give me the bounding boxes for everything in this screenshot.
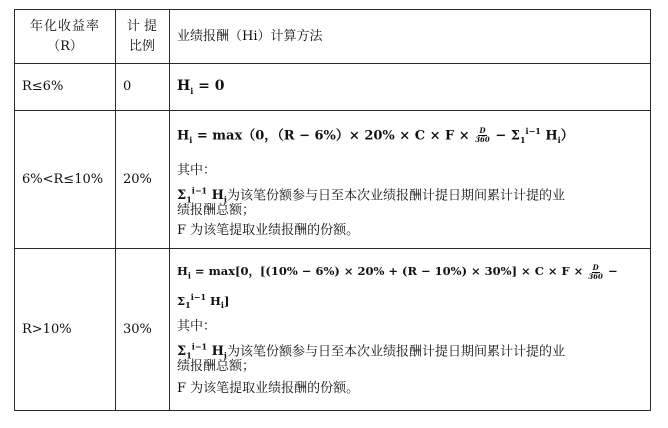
- row2-range-text: 6%<R≤10%: [22, 171, 104, 187]
- row1-range-text: R≤6%: [22, 79, 64, 94]
- row2-note-title: 其中：: [177, 163, 217, 178]
- row3-formula-line2: $\Sigma_1^{i-1}$ $H_i$]: [177, 292, 230, 311]
- performance-fee-table: [14, 9, 651, 411]
- header-annual-return-line1: 年化收益率: [29, 18, 100, 34]
- row3-ratio-text: 30%: [123, 321, 152, 337]
- header-annual-return-line2: （R）: [47, 38, 83, 54]
- row3-note-sum-text: 为该笔份额参与日至本次业绩报酬计提日期间累计计提的业: [226, 344, 565, 360]
- header-ratio-line2: 比例: [128, 38, 155, 54]
- row3-note-sum: $\Sigma_1^{i-1}$ $H_i$为该笔份额参与日至本次业绩报酬计提日期间累计计提的业: [177, 342, 565, 361]
- row1-range: [22, 63, 115, 110]
- row1-formula-text: $H_i = 0$: [177, 77, 225, 96]
- header-annual-return: [15, 10, 115, 63]
- row1-ratio-text: 0: [123, 79, 132, 94]
- header-method-label: 业绩报酬（Hi）计算方法: [177, 28, 323, 44]
- row3-note-f: F 为该笔提取业绩报酬的份额。: [177, 381, 360, 396]
- row2-range: [22, 110, 115, 248]
- row2-note-sum: $\Sigma_1^{i-1}$ $H_i$为该笔份额参与日至本次业绩报酬计提日期间累计计提的业: [177, 186, 565, 205]
- header-ratio-line1: 计 提: [126, 18, 158, 34]
- row3-method: [177, 248, 647, 410]
- row2-method: [177, 110, 647, 248]
- row1-ratio: [123, 63, 169, 110]
- row3-ratio: [123, 248, 169, 410]
- d-over-360-fraction: $\frac{D}{360}$: [588, 262, 603, 281]
- row3-note-title: 其中：: [177, 319, 217, 334]
- row3-range: [22, 248, 115, 410]
- row2-note-sum-cont: 绩报酬总额；: [177, 203, 256, 218]
- row2-note-f: F 为该笔提取业绩报酬的份额。: [177, 223, 360, 238]
- row2-note-sum-text: 为该笔份额参与日至本次业绩报酬计提日期间累计计提的业: [226, 188, 565, 204]
- header-method: [177, 10, 647, 63]
- row1-formula: [177, 63, 647, 110]
- d-over-360-fraction: $\frac{D}{360}$: [475, 126, 490, 145]
- row2-ratio: [123, 110, 169, 248]
- row3-note-sum-cont: 绩报酬总额；: [177, 359, 256, 374]
- row3-range-text: R>10%: [22, 321, 72, 337]
- row2-ratio-text: 20%: [123, 171, 152, 187]
- row2-formula: $H_i = \max(0$，（R − 6%）× 20% × C × F × $\frac{D}{360}$ − $\Sigma_1^{i-1}$ $H_i$）: [177, 126, 574, 145]
- header-ratio: [115, 10, 169, 63]
- row3-formula-line1: $H_i = \max[0$，[(10% − 6%) × 20% + (R − 10%) × 30%] × C × F × $\frac{D}{360}$ −: [177, 262, 618, 281]
- col-divider: [115, 10, 116, 410]
- col-divider: [169, 10, 170, 410]
